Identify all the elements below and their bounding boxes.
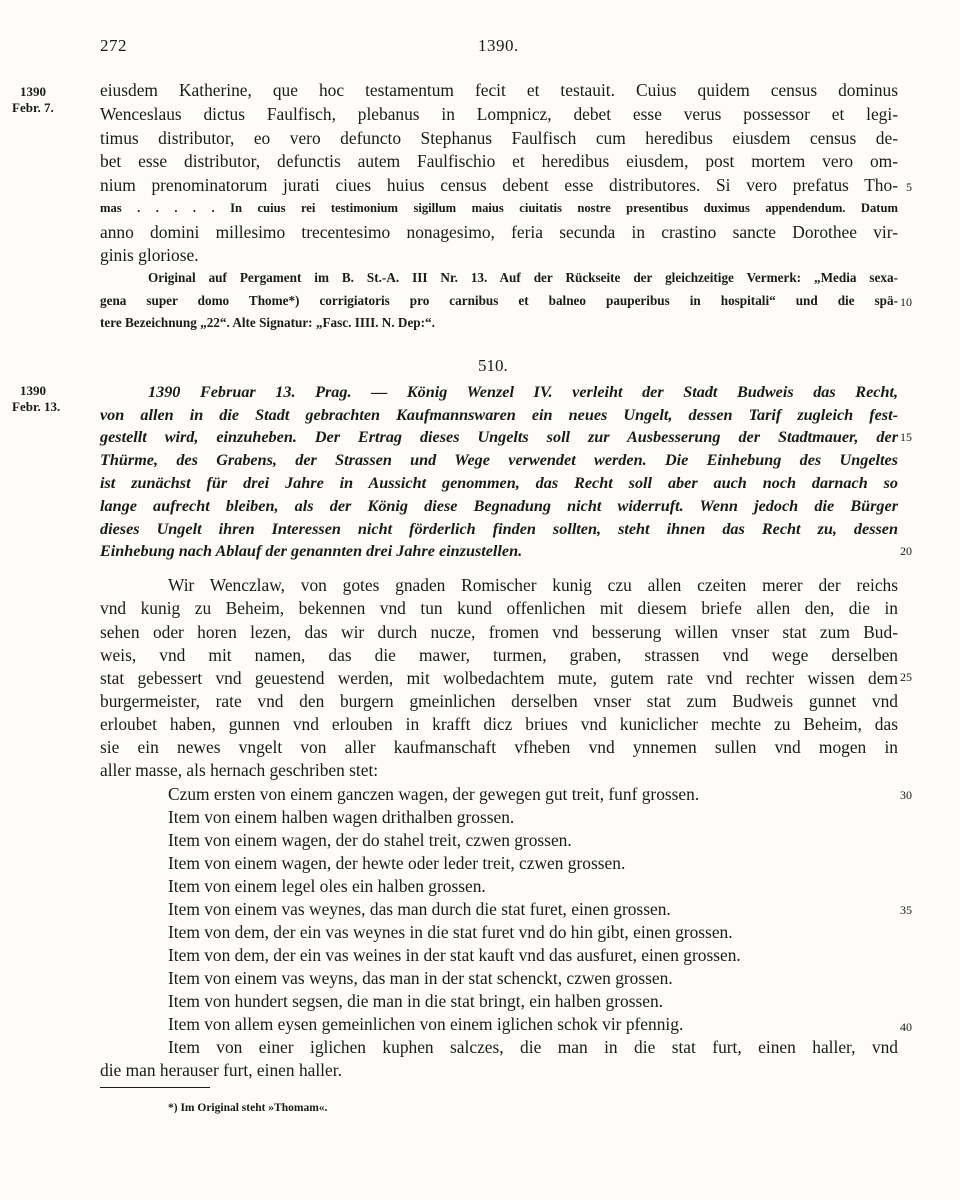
tariff-item: Item von einem vas weyns, das man in der stat schenckt, czwen grossen.	[168, 968, 673, 988]
text-line: eiusdem Katherine, que hoc testamentum fecit et testauit. Cuius quidem census dominus	[100, 80, 898, 100]
text-line: mas . . . . . In cuius rei testimonium sigillum maius ciuitatis nostre presentibus duximus appendendum. Datum	[100, 201, 898, 215]
tariff-item: Item von einem wagen, der hewte oder leder treit, czwen grossen.	[168, 853, 626, 873]
page-number: 272	[100, 36, 127, 55]
line-number-40: 40	[900, 1020, 912, 1034]
regest-line: dieses Ungelt ihren Interessen nicht förderlich finden sollten, steht ihnen das Recht zu, dessen	[100, 520, 898, 538]
tariff-item: Item von einem halben wagen drithalben grossen.	[168, 807, 515, 827]
tariff-item: Czum ersten von einem ganczen wagen, der gewegen gut treit, funf grossen.	[168, 784, 700, 804]
margin-date-1	[12, 84, 88, 116]
regest-line: Thürme, des Grabens, der Strassen und Wege verwendet werden. Die Einhebung des Ungeltes	[100, 451, 898, 469]
text-line: stat gebessert vnd geuestend werden, mit wolbedachtem mute, gutem rate vnd rechter wissen dem	[100, 668, 898, 688]
document-number: 510.	[478, 356, 508, 375]
tariff-item: die man herauser furt, einen haller.	[100, 1060, 342, 1080]
regest-line: lange aufrecht bleiben, als der König diese Begnadung nicht widerruft. Wenn jedoch die Bürger	[100, 497, 898, 515]
line-number-15: 15	[900, 430, 912, 444]
text-line: Wenceslaus dictus Faulfisch, plebanus in Lompnicz, debet esse verus possessor et legi-	[100, 104, 898, 124]
margin-date-2-day: Febr. 13.	[12, 399, 61, 414]
line-number-20: 20	[900, 544, 912, 558]
text-line: burgermeister, rate vnd den burgern gmeinlichen derselben vnser stat zum Budweis gunnet vnd	[100, 691, 898, 711]
text-line: sie ein newes vngelt von aller kaufmanschaft vfheben vnd ynnemen sullen vnd mogen in	[100, 737, 898, 757]
note-line: gena super domo Thome*) corrigiatoris pro carnibus et balneo pauperibus in hospitali“ und die spä-	[100, 293, 898, 308]
text-line: weis, vnd mit namen, das die mawer, turmen, graben, strassen vnd wege derselben	[100, 645, 898, 665]
regest-line: gestellt wird, einzuheben. Der Ertrag dieses Ungelts soll zur Ausbesserung der Stadtmauer, der	[100, 428, 898, 446]
footnote: *) Im Original steht »Thomam«.	[168, 1102, 328, 1114]
text-line: nium prenominatorum jurati ciues huius census debent esse distributores. Si vero prefatus Tho-	[100, 175, 898, 195]
tariff-item: Item von einem vas weynes, das man durch die stat furet, einen grossen.	[168, 899, 671, 919]
note-line: tere Bezeichnung „22“. Alte Signatur: „Fasc. IIII. N. Dep:“.	[100, 315, 435, 330]
margin-date-1-year: 1390	[20, 84, 46, 99]
text-line: timus distributor, eo vero defuncto Stephanus Faulfisch cum heredibus eiusdem census de-	[100, 128, 898, 148]
line-number-35: 35	[900, 903, 912, 917]
regest-line: ist zunächst für drei Jahre in Aussicht genommen, das Recht soll aber auch noch darnach so	[100, 474, 898, 492]
text-line: aller masse, als hernach geschriben stet:	[100, 760, 379, 780]
regest-line: 1390 Februar 13. Prag. — König Wenzel IV. verleiht der Stadt Budweis das Recht,	[148, 383, 898, 401]
line-number-5: 5	[906, 180, 912, 194]
tariff-item: Item von dem, der ein vas weynes in die stat furet vnd do hin gibt, einen grossen.	[168, 922, 733, 942]
text-line: anno domini millesimo trecentesimo nonagesimo, feria secunda in crastino sancte Dorothee vir-	[100, 222, 898, 242]
text-line: erloubet haben, gunnen vnd erlouben in krafft dicz briues vnd kuniclicher mechte zu Beheim, das	[100, 714, 898, 734]
tariff-item: Item von hundert segsen, die man in die stat bringt, ein halben grossen.	[168, 991, 664, 1011]
text-line: ginis gloriose.	[100, 245, 199, 265]
regest-line: von allen in die Stadt gebrachten Kaufmannswaren ein neues Ungelt, dessen Tarif zugleich fest-	[100, 406, 898, 424]
text-line: Wir Wenczlaw, von gotes gnaden Romischer kunig czu allen czeiten merer der reichs	[168, 575, 898, 595]
note-line: Original auf Pergament im B. St.-A. III Nr. 13. Auf der Rückseite der gleichzeitige Vermerk: „Media sexa-	[148, 270, 898, 285]
tariff-item: Item von allem eysen gemeinlichen von einem iglichen schok vir pfennig.	[168, 1014, 684, 1034]
regest-line: Einhebung nach Ablauf der genannten drei Jahre einzustellen.	[100, 542, 523, 560]
tariff-item: Item von einem wagen, der do stahel treit, czwen grossen.	[168, 830, 572, 850]
margin-date-2-year: 1390	[20, 383, 46, 398]
line-number-25: 25	[900, 670, 912, 684]
tariff-item: Item von einem legel oles ein halben grossen.	[168, 876, 486, 896]
text-line: vnd kunig zu Beheim, bekennen vnd tun kund offenlichen mit diesem briefe allen den, die in	[100, 598, 898, 618]
margin-date-2	[12, 383, 88, 415]
margin-date-1-day: Febr. 7.	[12, 100, 54, 115]
text-line: sehen oder horen lezen, das wir durch nucze, fromen vnd besserung willen vnser stat zum Bud-	[100, 622, 898, 642]
line-number-10: 10	[900, 295, 912, 309]
tariff-item: Item von dem, der ein vas weines in der stat kauft vnd das ausfuret, einen grossen.	[168, 945, 741, 965]
text-line: bet esse distributor, defunctis autem Faulfischio et heredibus eiusdem, post mortem vero om-	[100, 151, 898, 171]
page-year-header: 1390.	[478, 36, 519, 55]
line-number-30: 30	[900, 788, 912, 802]
tariff-item: Item von einer iglichen kuphen salczes, die man in die stat furt, einen haller, vnd	[168, 1037, 898, 1057]
footnote-rule	[100, 1087, 210, 1088]
